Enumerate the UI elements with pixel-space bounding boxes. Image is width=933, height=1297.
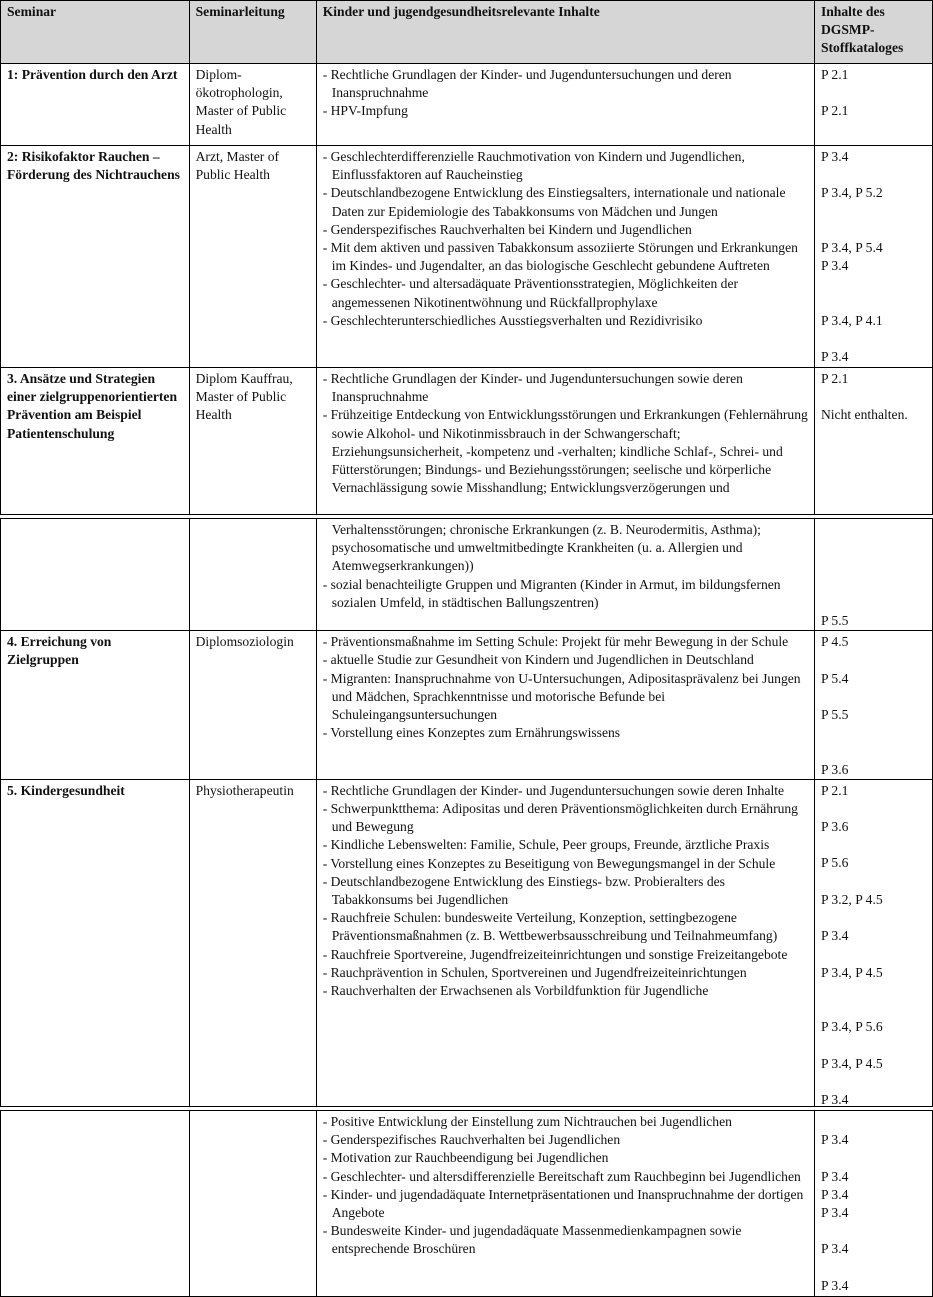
catalog-ref: P 3.4 [820, 1168, 849, 1184]
table-row [1, 1111, 933, 1297]
catalog-ref: P 5.4 [820, 670, 849, 686]
list-item: - Geschlechter- und altersadäquate Präventionsstrategien, Möglichkeiten der angemessenen Nikotinentwöhnung und Rückfallprophylaxe [322, 276, 739, 310]
catalog-ref [821, 294, 927, 312]
list-item: - Bundesweite Kinder- und jugendadäquate Massenmedienkampagnen sowie entsprechende Broschüren [322, 1223, 742, 1257]
list-item: - Schwerpunktthema: Adipositas und deren Präventionsmöglichkeiten durch Ernährung und Bewegung [322, 800, 798, 835]
list-item: - Mit dem aktiven und passiven Tabakkonsum assoziierte Störungen und Erkrankungen im Kindes- und Jugendalter, an das biologische Geschlecht gebundene Auftreten [322, 240, 798, 274]
list-item: - Präventionsmaßnahme im Setting Schule: Projekt für mehr Bewegung in der Schule [322, 634, 789, 650]
catalog-cell [814, 368, 932, 515]
content-cell [316, 1111, 814, 1297]
catalog-ref [821, 1149, 927, 1167]
content-cell [316, 779, 814, 1106]
list-item: - sozial benachteiligte Gruppen und Migranten (Kinder in Armut, im bildungsfernen sozialen Umfeld, in städtischen Ballungszentren) [322, 576, 781, 610]
catalog-ref: P 3.4 [820, 1204, 849, 1220]
catalog-ref: P 3.4 [820, 349, 849, 365]
catalog-cell [814, 64, 932, 146]
catalog-ref [821, 1036, 927, 1054]
catalog-ref: P 2.1 [820, 103, 849, 119]
catalog-ref [821, 873, 927, 891]
list-item: - Geschlechterdifferenzielle Rauchmotivation von Kindern und Jugendlichen, Einflussfaktoren auf Raucheinstieg [322, 149, 745, 183]
content-cell [316, 146, 814, 368]
catalog-ref [821, 166, 927, 184]
catalog-ref: P 3.4, P 5.6 [820, 1019, 883, 1035]
seminar-cell: 2: Risikofaktor Rauchen – Förderung des Nichtrauchens [1, 146, 190, 368]
catalog-ref [821, 909, 927, 927]
table-row [1, 519, 933, 631]
lead-cell [189, 519, 316, 631]
catalog-ref: P 3.4, P 4.5 [820, 1055, 883, 1071]
content-cell [316, 368, 814, 515]
list-item: - Vorstellung eines Konzeptes zum Ernährungswissens [322, 725, 621, 741]
header-stoffkatalog: Inhalte des DGSMP-Stoffkataloges [814, 1, 932, 64]
catalog-ref [821, 836, 927, 854]
catalog-cell [814, 631, 932, 780]
list-item: - Rechtliche Grundlagen der Kinder- und Jugenduntersuchungen und deren Inanspruchnahme [322, 67, 732, 101]
catalog-ref: P 2.1 [820, 371, 849, 386]
catalog-cell [814, 779, 932, 1106]
catalog-ref: P 3.4, P 4.1 [820, 312, 883, 328]
list-item: - Rauchverhalten der Erwachsenen als Vorbildfunktion für Jugendliche [322, 982, 709, 998]
catalog-ref: P 3.4, P 5.4 [820, 239, 883, 255]
catalog-ref [821, 594, 927, 612]
catalog-ref [821, 576, 927, 594]
catalog-ref [821, 688, 927, 706]
list-item: - Geschlechterunterschiedliches Ausstiegsverhalten und Rezidivrisiko [322, 312, 703, 328]
table-row [1, 146, 933, 368]
seminar-cell: 4. Erreichung von Zielgruppen [1, 631, 190, 780]
catalog-ref: P 3.4 [820, 1277, 849, 1293]
table-row [1, 64, 933, 146]
table-segment-2 [0, 518, 933, 1107]
header-inhalte: Kinder und jugendgesundheitsrelevante Inhalte [316, 1, 814, 64]
catalog-ref: P 3.4 [820, 149, 849, 164]
table-segment-1 [0, 0, 933, 515]
catalog-ref: P 3.6 [820, 819, 849, 835]
lead-cell: Diplom Kauffrau, Master of Public Health [189, 368, 316, 515]
catalog-ref: P 3.4 [820, 1241, 849, 1257]
catalog-ref: P 3.4 [820, 258, 849, 274]
catalog-ref [821, 1222, 927, 1240]
list-item: - aktuelle Studie zur Gesundheit von Kindern und Jugendlichen in Deutschland [322, 652, 754, 668]
catalog-ref [821, 1073, 927, 1091]
table-row [1, 631, 933, 780]
catalog-cell [814, 1111, 932, 1297]
list-item: - Rauchfreie Sportvereine, Jugendfreizeiteinrichtungen und sonstige Freizeitangebote [322, 946, 788, 962]
catalog-ref [821, 84, 927, 102]
list-item: - Motivation zur Rauchbeendigung bei Jugendlichen [322, 1150, 609, 1166]
catalog-cell [814, 146, 932, 368]
catalog-ref [821, 724, 927, 742]
list-item: - Geschlechter- und altersdifferenzielle Bereitschaft zum Rauchbeginn bei Jugendlichen [322, 1168, 801, 1184]
catalog-ref [821, 221, 927, 239]
catalog-ref: P 3.4 [820, 1186, 849, 1202]
catalog-ref: P 2.1 [820, 67, 849, 82]
seminar-cell: 1: Prävention durch den Arzt [1, 64, 190, 146]
lead-cell: Diplom-ökotrophologin, Master of Public Health [189, 64, 316, 146]
content-cell [316, 519, 814, 631]
catalog-ref [821, 982, 927, 1000]
catalog-ref [821, 800, 927, 818]
catalog-ref: P 5.6 [820, 855, 849, 871]
list-item: - Vorstellung eines Konzeptes zu Beseitigung von Bewegungsmangel in der Schule [322, 855, 776, 871]
catalog-ref: Nicht enthalten. [820, 407, 908, 423]
catalog-ref: P 4.5 [820, 634, 849, 650]
list-item: - Rechtliche Grundlagen der Kinder- und Jugenduntersuchungen sowie deren Inhalte [322, 782, 785, 798]
catalog-cell [814, 519, 932, 631]
catalog-ref [821, 275, 927, 293]
catalog-ref: P 3.4, P 5.2 [820, 185, 883, 201]
header-seminar: Seminar [1, 1, 190, 64]
catalog-ref [821, 388, 927, 406]
catalog-ref [821, 1259, 927, 1277]
lead-cell [189, 1111, 316, 1297]
catalog-ref: P 3.4 [820, 1092, 849, 1104]
list-item: - Positive Entwicklung der Einstellung zum Nichtrauchen bei Jugendlichen [322, 1114, 732, 1129]
catalog-ref: P 3.2, P 4.5 [820, 891, 883, 907]
catalog-ref [821, 521, 927, 539]
table-segment-3 [0, 1110, 933, 1297]
catalog-ref [821, 557, 927, 575]
list-item: - Rechtliche Grundlagen der Kinder- und Jugenduntersuchungen sowie deren Inanspruchnahme [322, 371, 743, 405]
list-item: - Genderspezifisches Rauchverhalten bei Jugendlichen [322, 1132, 621, 1148]
list-item: - Kinder- und jugendadäquate Internetpräsentationen und Inanspruchnahme der dortigen Angebote [322, 1186, 804, 1221]
list-item: - HPV-Impfung [322, 103, 408, 119]
lead-cell: Physiotherapeutin [189, 779, 316, 1106]
seminar-cell: 3. Ansätze und Strategien einer zielgruppenorientierten Prävention am Beispiel Patientenschulung [1, 368, 190, 515]
catalog-ref: P 3.4 [820, 1132, 849, 1148]
content-cell [316, 64, 814, 146]
list-item: - Kindliche Lebenswelten: Familie, Schule, Peer groups, Freunde, ärztliche Praxis [322, 837, 770, 853]
catalog-ref [821, 651, 927, 669]
lead-cell: Diplomsoziologin [189, 631, 316, 780]
seminar-cell [1, 519, 190, 631]
catalog-ref [821, 945, 927, 963]
table-row [1, 368, 933, 515]
catalog-ref: P 5.5 [820, 706, 849, 722]
catalog-ref: P 5.5 [820, 612, 849, 628]
catalog-ref [821, 203, 927, 221]
catalog-ref: P 3.6 [820, 761, 849, 777]
table-header-row [1, 1, 933, 64]
catalog-ref: P 3.4, P 4.5 [820, 964, 883, 980]
catalog-ref [821, 330, 927, 348]
header-seminarleitung: Seminarleitung [189, 1, 316, 64]
seminar-cell: 5. Kindergesundheit [1, 779, 190, 1106]
lead-cell: Arzt, Master of Public Health [189, 146, 316, 368]
list-item: - Deutschlandbezogene Entwicklung des Einstiegsalters, internationale und nationale Daten zur Epidemiologie des Tabakkonsums von Mädchen und Jungen [322, 185, 786, 219]
catalog-ref [821, 742, 927, 760]
list-item: - Rauchprävention in Schulen, Sportvereinen und Jugendfreizeiteinrichtungen [322, 964, 747, 980]
list-item: - Deutschlandbezogene Entwicklung des Einstiegs- bzw. Probieralters des Tabakkonsums bei Jugendlichen [322, 873, 725, 907]
seminar-cell [1, 1111, 190, 1297]
catalog-ref: P 2.1 [820, 782, 849, 798]
list-item: - Frühzeitige Entdeckung von Entwicklungsstörungen und Erkrankungen (Fehlernährung sowie Alkohol- und Nikotinmissbrauch in der Schwangerschaft; Erziehungsunsicherheit, -kompetenz und -verhalten; kindliche Schlaf-, Schrei- und Fütterstörungen; Bindungs- und Beziehungsstörungen; seelische und körperliche Vernachlässigung sowie Misshandlung; Entwicklungsverzögerungen und [322, 407, 808, 496]
list-item: - Migranten: Inanspruchnahme von U-Untersuchungen, Adipositasprävalenz bei Jungen und Mädchen, Sprachkenntnisse und motorische Befunde bei Schuleingangsuntersuchungen [322, 670, 801, 722]
catalog-ref [821, 539, 927, 557]
table-row [1, 779, 933, 1106]
list-item: - Rauchfreie Schulen: bundesweite Verteilung, Konzeption, settingbezogene Präventionsmaßnahmen (z. B. Wettbewerbsausschreibung und Teilnahmeumfang) [322, 910, 778, 944]
catalog-ref [821, 1000, 927, 1018]
content-cell [316, 631, 814, 780]
catalog-ref: P 3.4 [820, 928, 849, 944]
list-item: - Genderspezifisches Rauchverhalten bei Kindern und Jugendlichen [322, 221, 692, 237]
catalog-ref [821, 1113, 927, 1131]
list-item: Verhaltensstörungen; chronische Erkrankungen (z. B. Neurodermitis, Asthma); psychosomatische und umweltmitbedingte Krankheiten (u. a. Allergien und Atemwegserkrankungen)) [331, 522, 761, 574]
